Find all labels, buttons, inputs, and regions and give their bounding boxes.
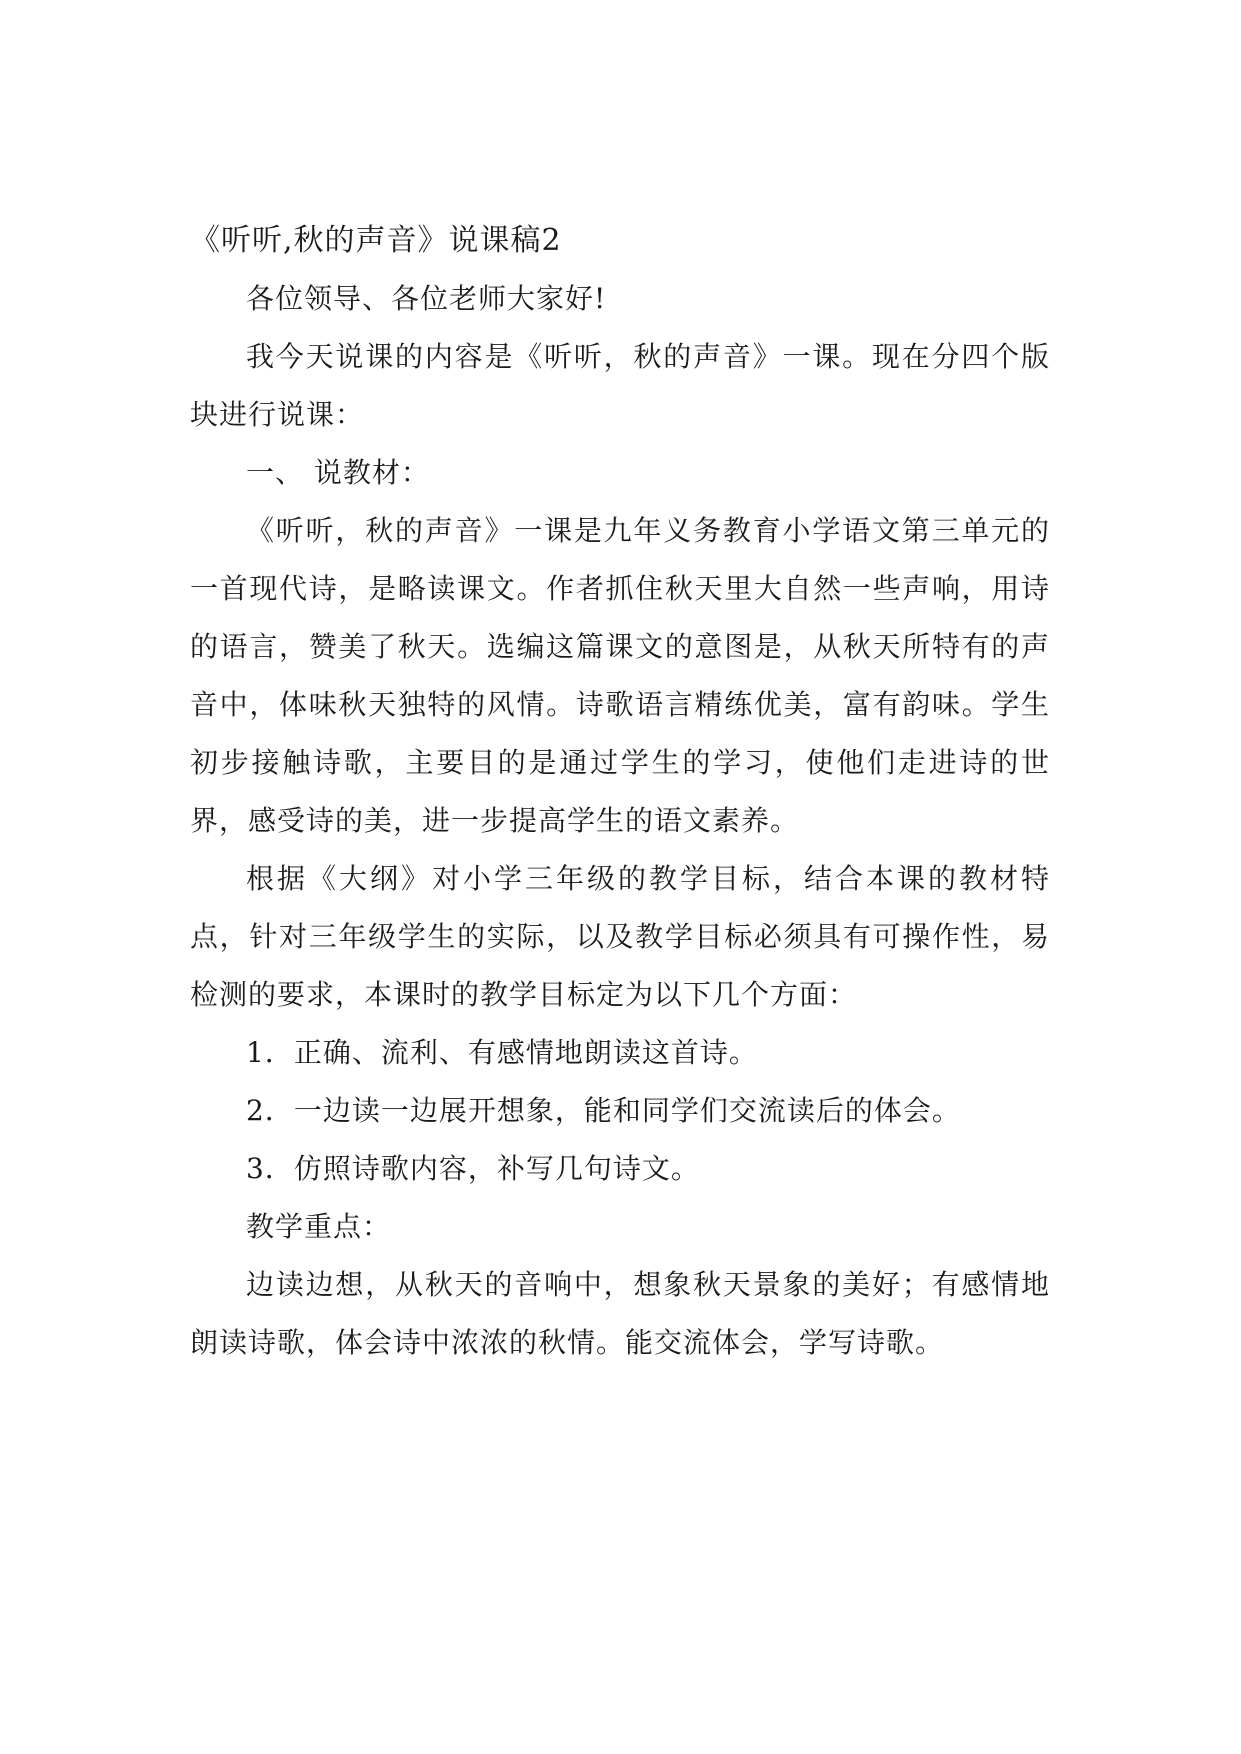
document-title: 《听听,秋的声音》说课稿2 — [190, 223, 562, 258]
intro-paragraph: 我今天说课的内容是《听听，秋的声音》一课。现在分四个版块进行说课： — [190, 340, 1050, 431]
textbook-paragraph: 《听听，秋的声音》一课是九年义务教育小学语文第三单元的一首现代诗，是略读课文。作者抓住秋天里大自然一些声响，用诗的语言，赞美了秋天。选编这篇课文的意图是，从秋天所特有的声音中，体味秋天独特的风情。诗歌语言精练优美，富有韵味。学生初步接触诗歌，主要目的是通过学生的学习，使他们走进诗的世界，感受诗的美，进一步提高学生的语文素养。 — [190, 514, 1050, 837]
key-points-heading: 教学重点： — [246, 1210, 392, 1243]
goal-item: 3．仿照诗歌内容，补写几句诗文。 — [246, 1152, 700, 1185]
document-body — [190, 212, 1050, 1372]
goals-paragraph: 根据《大纲》对小学三年级的教学目标，结合本课的教材特点，针对三年级学生的实际，以及教学目标必须具有可操作性，易检测的要求，本课时的教学目标定为以下几个方面： — [190, 862, 1050, 1011]
goal-item: 1．正确、流利、有感情地朗读这首诗。 — [246, 1036, 758, 1069]
goal-item: 2．一边读一边展开想象，能和同学们交流读后的体会。 — [246, 1094, 961, 1127]
key-points-paragraph: 边读边想，从秋天的音响中，想象秋天景象的美好；有感情地朗读诗歌，体会诗中浓浓的秋情。能交流体会，学写诗歌。 — [190, 1268, 1050, 1359]
greeting-paragraph: 各位领导、各位老师大家好! — [246, 282, 607, 315]
section-heading-textbook: 一、 说教材： — [246, 456, 430, 489]
